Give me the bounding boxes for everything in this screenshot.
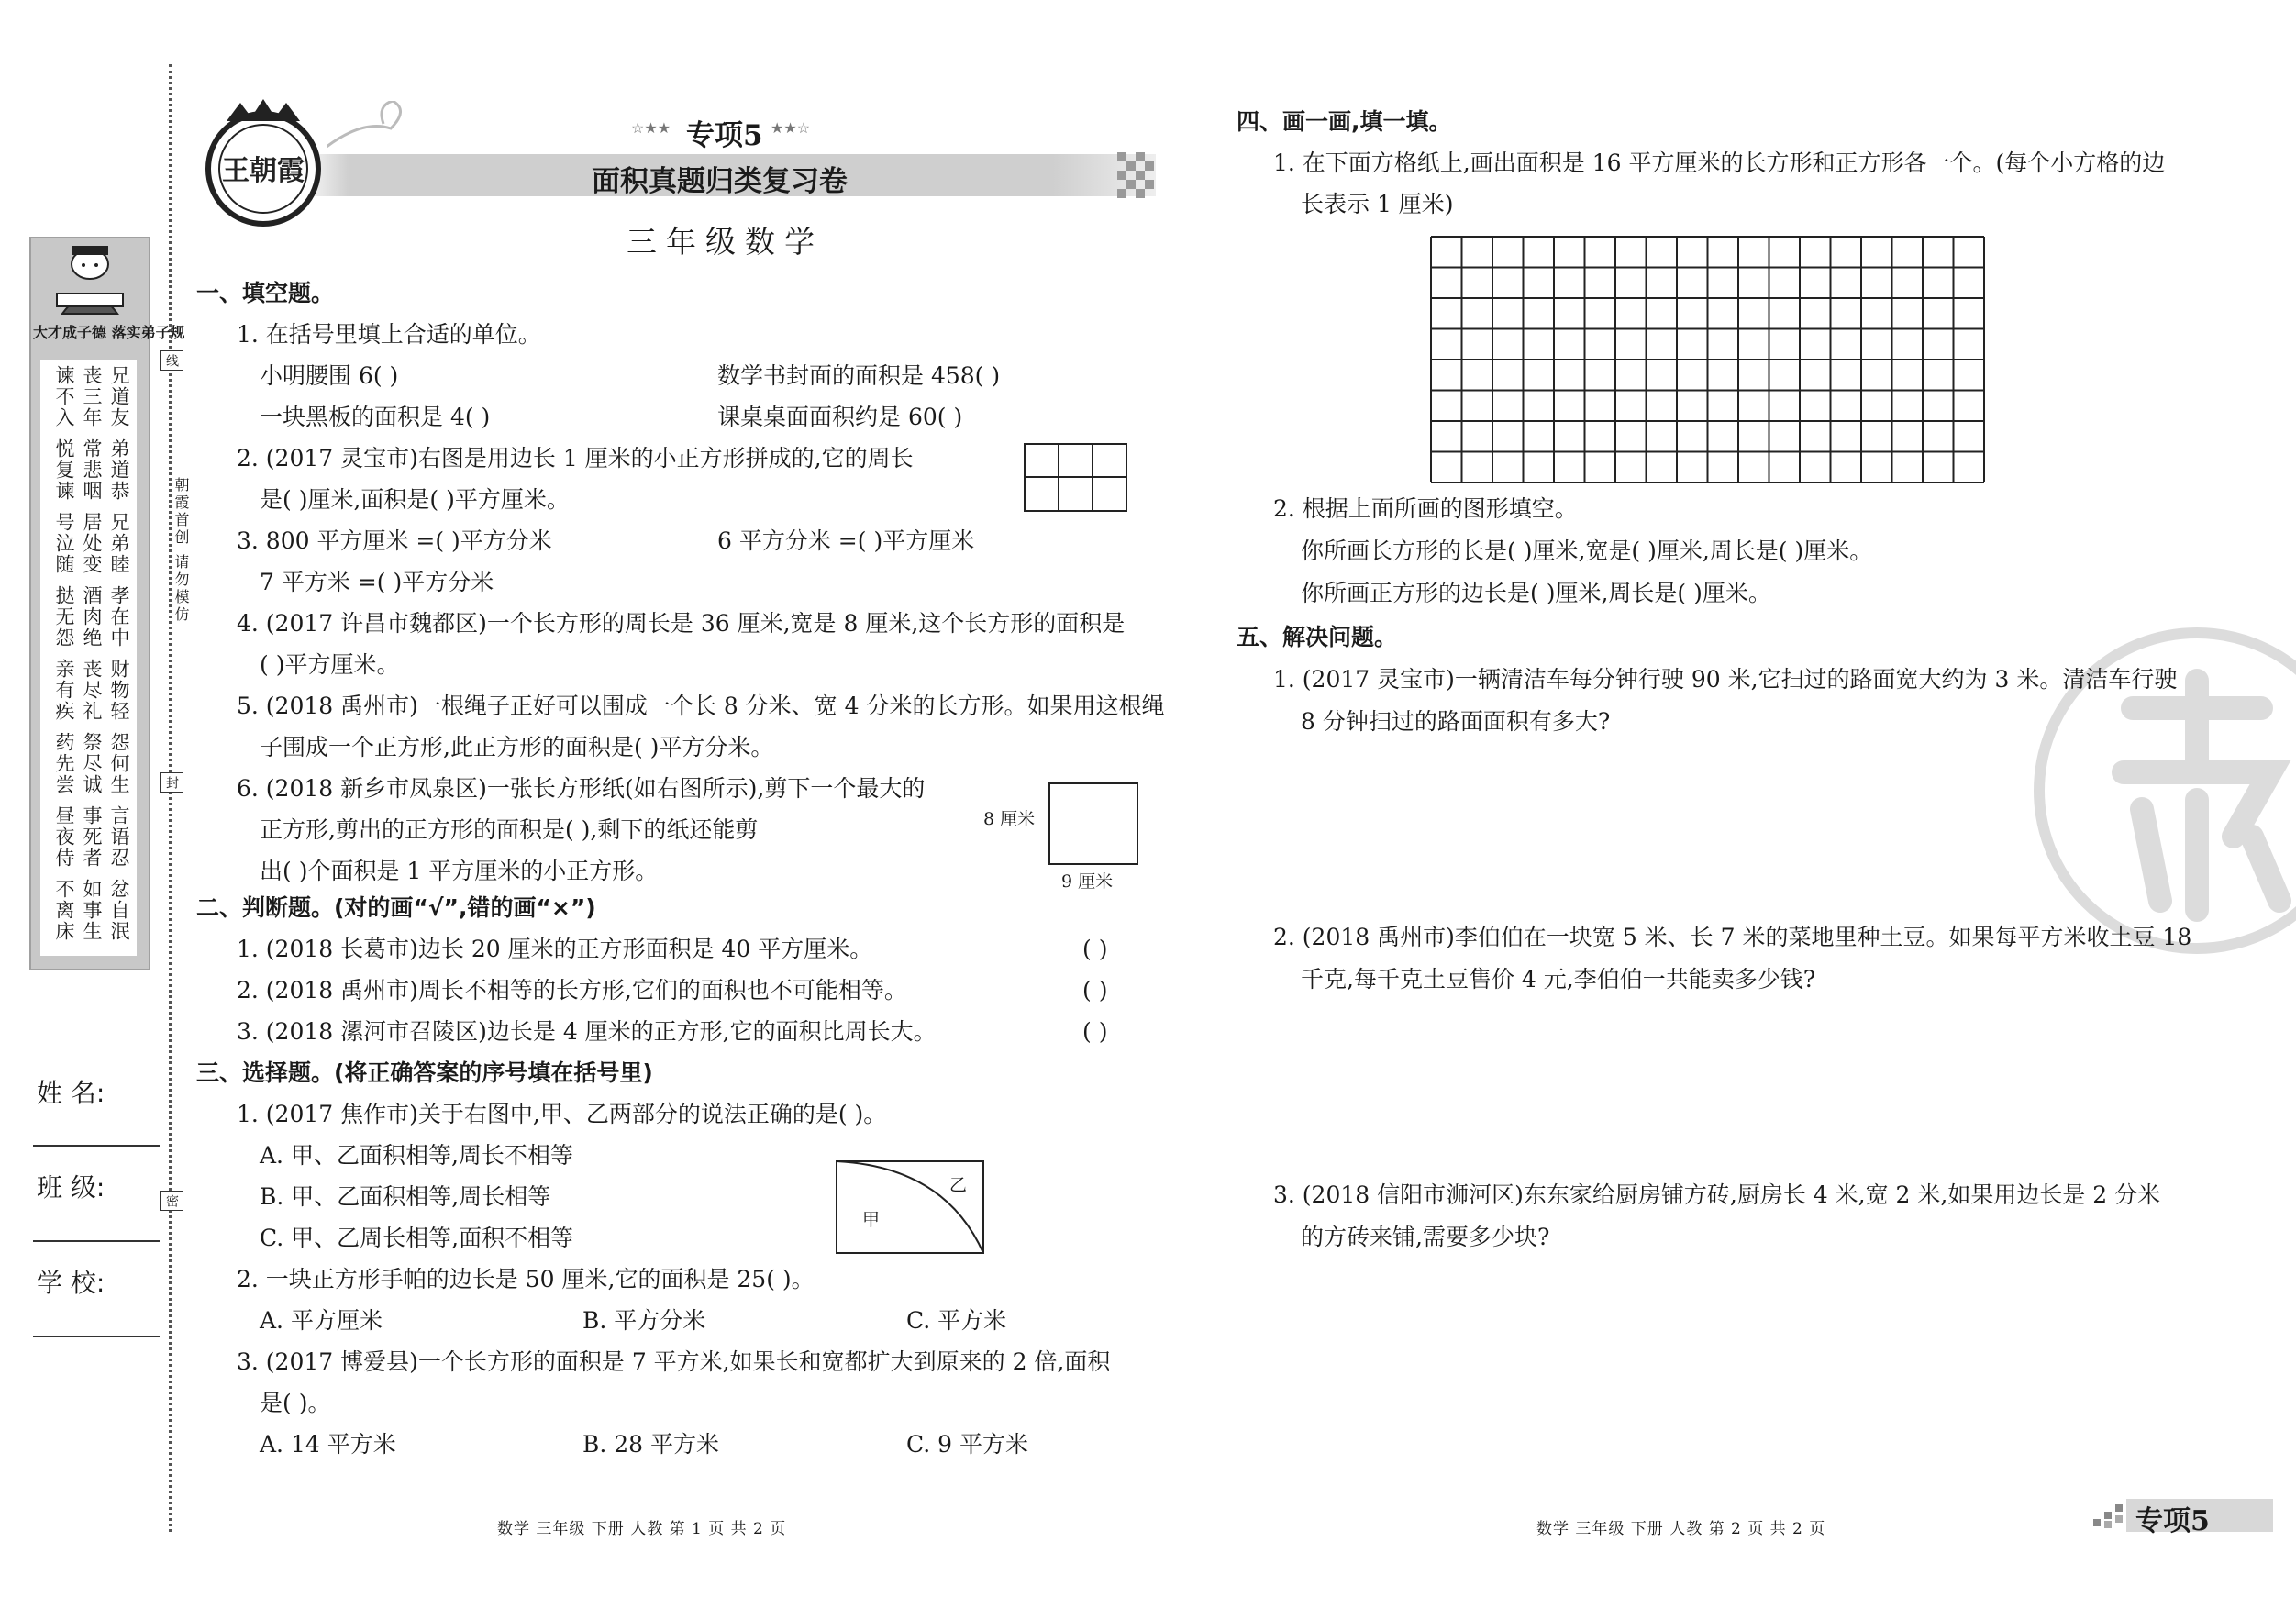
poem-column: 言语忍 bbox=[108, 805, 130, 869]
poem-column: 常悲咽 bbox=[81, 438, 103, 502]
q3-2-option-c[interactable]: C. 平方米 bbox=[906, 1307, 1007, 1334]
stars-left-icon: ☆★★ bbox=[631, 119, 671, 137]
q3-3-option-a[interactable]: A. 14 平方米 bbox=[260, 1431, 396, 1458]
poem-column: 孝在中 bbox=[108, 585, 130, 649]
q1-1-d: 课桌桌面面积约是 60( ) bbox=[717, 404, 963, 430]
binding-mark-line: 线 bbox=[160, 350, 183, 371]
section-fill-blank-title: 一、填空题。 bbox=[196, 280, 335, 306]
poem-column: 居处变 bbox=[81, 512, 103, 575]
q3-2-option-b[interactable]: B. 平方分米 bbox=[582, 1307, 706, 1334]
footer-left: 数学 三年级 下册 人教 第 1 页 共 2 页 bbox=[497, 1520, 787, 1538]
q5-2-line2: 千克,每千克土豆售价 4 元,李伯伯一共能卖多少钱? bbox=[1301, 966, 1816, 993]
q1-1-c: 一块黑板的面积是 4( ) bbox=[260, 404, 491, 430]
poem-column: 兄道友 bbox=[108, 365, 130, 428]
q5-1-line1: 1. (2017 灵宝市)一辆清洁车每分钟行驶 90 米,它扫过的路面宽大约为 3 米。清洁车行驶 bbox=[1273, 666, 2178, 693]
q3-3-option-b[interactable]: B. 28 平方米 bbox=[582, 1431, 720, 1458]
q5-3-line1: 3. (2018 信阳市浉河区)东东家给厨房铺方砖,厨房长 4 米,宽 2 米,如果用边长是 2 分米 bbox=[1273, 1181, 2161, 1208]
poem-column: 号泣随 bbox=[53, 512, 75, 575]
q4-2-line1: 2. 根据上面所画的图形填空。 bbox=[1273, 495, 1578, 522]
poem-column: 亲有疾 bbox=[53, 659, 75, 722]
figure-jia-label: 甲 bbox=[862, 1210, 881, 1230]
q1-4-line1: 4. (2017 许昌市魏都区)一个长方形的周长是 36 厘米,宽是 8 厘米,这个长方形的面积是 bbox=[237, 610, 1126, 637]
special-label: 专项5 bbox=[686, 119, 763, 152]
squares-figure bbox=[1024, 442, 1130, 516]
q2-3-text: 3. (2018 漯河市召陵区)边长是 4 厘米的正方形,它的面积比周长大。 bbox=[237, 1018, 937, 1045]
poem-column: 兄弟睦 bbox=[108, 512, 130, 575]
poem-column: 谏不入 bbox=[53, 365, 75, 428]
q4-2-line3: 你所画正方形的边长是( )厘米,周长是( )厘米。 bbox=[1301, 580, 1771, 606]
q3-1-option-a[interactable]: A. 甲、乙面积相等,周长不相等 bbox=[260, 1142, 573, 1169]
q3-1-stem: 1. (2017 焦作市)关于右图中,甲、乙两部分的说法正确的是( )。 bbox=[237, 1101, 887, 1127]
q2-1-answer-bracket[interactable]: ( ) bbox=[1082, 936, 1108, 962]
class-label: 班 级: bbox=[37, 1172, 105, 1203]
q3-1-option-b[interactable]: B. 甲、乙面积相等,周长相等 bbox=[260, 1183, 551, 1210]
name-field[interactable] bbox=[33, 1145, 160, 1147]
q1-2-line2: 是( )厘米,面积是( )平方厘米。 bbox=[260, 486, 570, 513]
q2-1-text: 1. (2018 长葛市)边长 20 厘米的正方形面积是 40 平方厘米。 bbox=[237, 936, 873, 962]
section-solve-title: 五、解决问题。 bbox=[1237, 624, 1398, 650]
figure-yi-label: 乙 bbox=[949, 1175, 968, 1195]
sidebar-motto: 大才成子德 落实弟子规 bbox=[33, 324, 185, 341]
q1-5-line1: 5. (2018 禹州市)一根绳子正好可以围成一个长 8 分米、宽 4 分米的长方形。如果用这根绳 bbox=[237, 693, 1165, 719]
q4-1-line1: 1. 在下面方格纸上,画出面积是 16 平方厘米的长方形和正方形各一个。(每个小方格的边 bbox=[1273, 150, 2166, 176]
poem-column: 药先尝 bbox=[53, 732, 75, 795]
poem-column: 挞无怨 bbox=[53, 585, 75, 649]
q4-1-line2: 长表示 1 厘米) bbox=[1301, 191, 1454, 217]
subject-title: 三年级数学 bbox=[627, 224, 824, 260]
corner-label: 专项5 bbox=[2135, 1505, 2210, 1537]
scholar-illustration bbox=[48, 240, 132, 321]
logo-text: 王朝霞 bbox=[222, 155, 305, 187]
poem-column: 丧三年 bbox=[81, 365, 103, 428]
q1-6-line2: 正方形,剪出的正方形的面积是( ),剩下的纸还能剪 bbox=[260, 816, 759, 843]
q2-2-text: 2. (2018 禹州市)周长不相等的长方形,它们的面积也不可能相等。 bbox=[237, 977, 907, 1004]
brand-logo bbox=[194, 95, 332, 233]
q4-2-line2: 你所画长方形的长是( )厘米,宽是( )厘米,周长是( )厘米。 bbox=[1301, 538, 1873, 564]
copyright-note: 朝霞首创 请勿模仿 bbox=[172, 477, 190, 625]
main-title: 面积真题归类复习卷 bbox=[592, 165, 848, 198]
q1-5-line2: 子围成一个正方形,此正方形的面积是( )平方分米。 bbox=[260, 734, 774, 760]
q3-3-line2: 是( )。 bbox=[260, 1390, 331, 1416]
binding-line bbox=[169, 64, 172, 1532]
checker-ornament bbox=[1117, 152, 1156, 198]
poem-column: 悦复谏 bbox=[53, 438, 75, 502]
q5-1-line2: 8 分钟扫过的路面面积有多大? bbox=[1301, 708, 1611, 735]
poem-column: 不离床 bbox=[53, 879, 75, 942]
footer-right: 数学 三年级 下册 人教 第 2 页 共 2 页 bbox=[1536, 1520, 1826, 1538]
q1-1-b: 数学书封面的面积是 458( ) bbox=[717, 362, 1001, 389]
binding-mark-secret: 密 bbox=[160, 1191, 183, 1211]
q3-2-stem: 2. 一块正方形手帕的边长是 50 厘米,它的面积是 25( )。 bbox=[237, 1266, 815, 1292]
stars-right-icon: ★★☆ bbox=[771, 119, 811, 137]
q2-2-answer-bracket[interactable]: ( ) bbox=[1082, 977, 1108, 1004]
school-label: 学 校: bbox=[37, 1268, 105, 1298]
section-choice-title: 三、选择题。(将正确答案的序号填在括号里) bbox=[196, 1059, 653, 1086]
poem-column: 如事生 bbox=[81, 879, 103, 942]
poem-column: 酒肉绝 bbox=[81, 585, 103, 649]
q3-3-option-c[interactable]: C. 9 平方米 bbox=[906, 1431, 1028, 1458]
square-grid-paper[interactable] bbox=[1429, 235, 1989, 484]
figure-height-label: 8 厘米 bbox=[983, 809, 1036, 829]
q2-3-answer-bracket[interactable]: ( ) bbox=[1082, 1018, 1108, 1045]
paper-rect-figure bbox=[1048, 782, 1138, 865]
corner-blocks-icon bbox=[2093, 1503, 2126, 1530]
poem-column: 忿自泯 bbox=[108, 879, 130, 942]
q1-3-a: 3. 800 平方厘米 =( )平方分米 bbox=[237, 527, 552, 554]
q1-1-stem: 1. 在括号里填上合适的单位。 bbox=[237, 321, 541, 348]
poem-column: 财物轻 bbox=[108, 659, 130, 722]
q5-2-line1: 2. (2018 禹州市)李伯伯在一块宽 5 米、长 7 米的菜地里种土豆。如果每平方米收土豆 18 bbox=[1273, 924, 2192, 950]
q1-3-c: 7 平方米 =( )平方分米 bbox=[260, 569, 494, 595]
binding-mark-seal: 封 bbox=[160, 772, 183, 793]
poem-column: 怨何生 bbox=[108, 732, 130, 795]
q1-6-line3: 出( )个面积是 1 平方厘米的小正方形。 bbox=[260, 858, 659, 884]
name-label: 姓 名: bbox=[37, 1078, 105, 1108]
q3-3-line1: 3. (2017 博爱县)一个长方形的面积是 7 平方米,如果长和宽都扩大到原来的 2 倍,面积 bbox=[237, 1348, 1111, 1375]
figure-width-label: 9 厘米 bbox=[1061, 871, 1114, 892]
poem-column: 丧尽礼 bbox=[81, 659, 103, 722]
q1-3-b: 6 平方分米 =( )平方厘米 bbox=[717, 527, 975, 554]
poem-column: 昼夜侍 bbox=[53, 805, 75, 869]
school-field[interactable] bbox=[33, 1336, 160, 1337]
q3-2-option-a[interactable]: A. 平方厘米 bbox=[260, 1307, 383, 1334]
q3-1-option-c[interactable]: C. 甲、乙周长相等,面积不相等 bbox=[260, 1225, 574, 1251]
poem-column: 事死者 bbox=[81, 805, 103, 869]
poem-column: 祭尽诚 bbox=[81, 732, 103, 795]
q1-6-line1: 6. (2018 新乡市凤泉区)一张长方形纸(如右图所示),剪下一个最大的 bbox=[237, 775, 926, 802]
q1-1-a: 小明腰围 6( ) bbox=[260, 362, 399, 389]
q5-3-line2: 的方砖来铺,需要多少块? bbox=[1301, 1224, 1550, 1250]
q1-2-line1: 2. (2017 灵宝市)右图是用边长 1 厘米的小正方形拼成的,它的周长 bbox=[237, 445, 914, 471]
ribbon-ornament bbox=[327, 101, 418, 156]
section-draw-title: 四、画一画,填一填。 bbox=[1237, 108, 1452, 135]
poem-column: 弟道恭 bbox=[108, 438, 130, 502]
section-judge-title: 二、判断题。(对的画“√”,错的画“×”) bbox=[196, 894, 596, 921]
q1-4-line2: ( )平方厘米。 bbox=[260, 651, 400, 678]
class-field[interactable] bbox=[33, 1240, 160, 1242]
